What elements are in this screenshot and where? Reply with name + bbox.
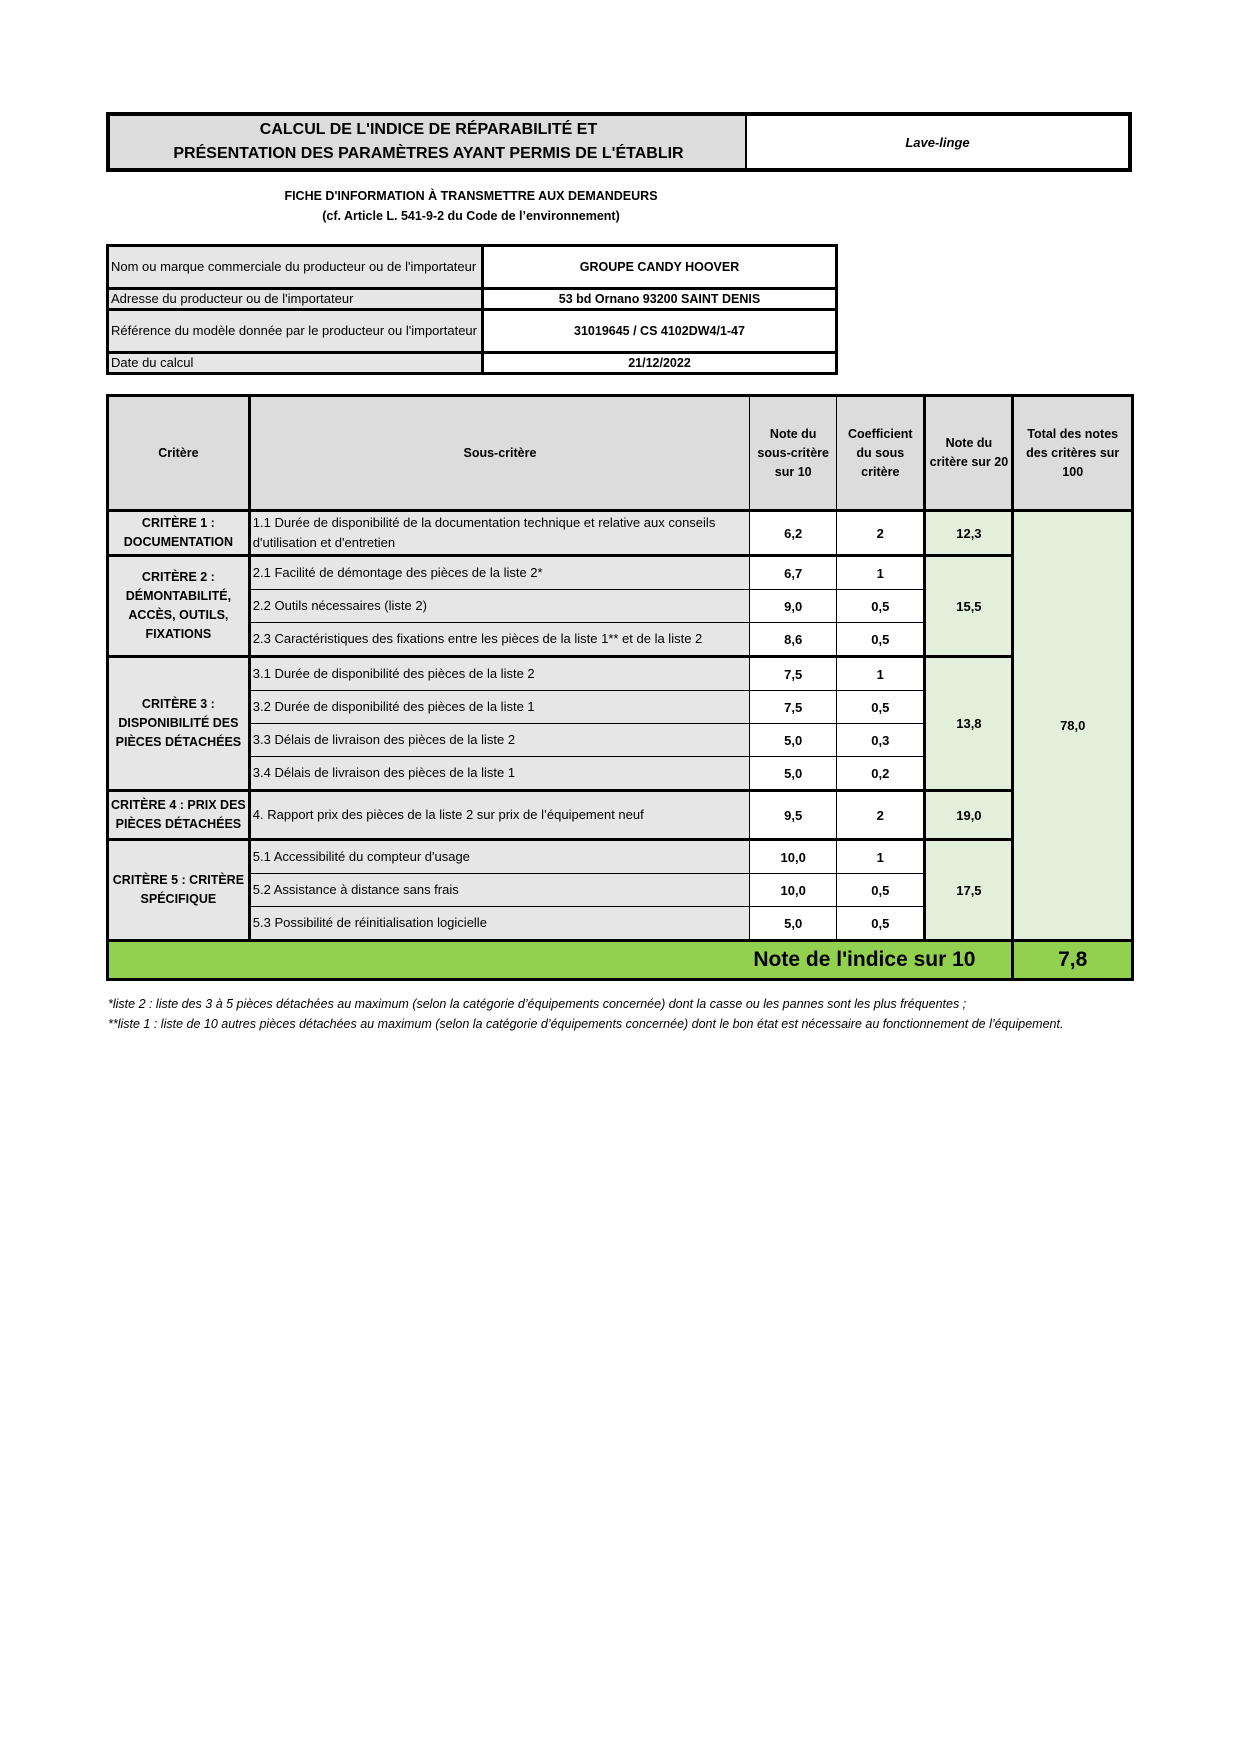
table-row xyxy=(108,791,1133,840)
footnote-liste-2: *liste 2 : liste des 3 à 5 pièces détachées au maximum (selon la catégorie d’équipements concernée) dont la casse ou les pannes sont les plus fréquentes ; xyxy=(108,997,967,1011)
criterion-note: 13,8 xyxy=(925,657,1013,791)
sub-criterion-coef: 2 xyxy=(837,511,925,556)
sub-criterion-note: 5,0 xyxy=(750,757,837,791)
sub-criterion-coef: 0,5 xyxy=(837,590,925,623)
sub-criterion-coef: 0,5 xyxy=(837,907,925,941)
title-line-2: PRÉSENTATION DES PARAMÈTRES AYANT PERMIS DE L'ÉTABLIR xyxy=(173,145,684,162)
final-score-row xyxy=(108,941,1133,980)
document-title xyxy=(106,112,749,172)
criterion-note: 12,3 xyxy=(925,511,1013,556)
sub-criterion-note: 8,6 xyxy=(750,623,837,657)
table-row xyxy=(108,511,1133,556)
sub-criterion-coef: 1 xyxy=(837,840,925,874)
sub-criterion-note: 7,5 xyxy=(750,691,837,724)
sub-criterion-label: 5.1 Accessibilité du compteur d'usage xyxy=(249,840,749,874)
info-value: GROUPE CANDY HOOVER xyxy=(483,246,837,289)
sub-criterion-label: 5.2 Assistance à distance sans frais xyxy=(249,874,749,907)
sub-criterion-note: 5,0 xyxy=(750,724,837,757)
sub-criterion-note: 5,0 xyxy=(750,907,837,941)
sub-criterion-coef: 1 xyxy=(837,556,925,590)
criterion-note: 19,0 xyxy=(925,791,1013,840)
table-row xyxy=(108,657,1133,691)
sub-criterion-note: 6,2 xyxy=(750,511,837,556)
info-row xyxy=(108,246,837,289)
info-value: 53 bd Ornano 93200 SAINT DENIS xyxy=(483,289,837,310)
criterion-name: CRITÈRE 2 : DÉMONTABILITÉ, ACCÈS, OUTILS, FIXATIONS xyxy=(108,556,250,657)
info-row xyxy=(108,353,837,374)
table-header-row xyxy=(108,396,1133,511)
info-row xyxy=(108,310,837,353)
sub-criterion-coef: 0,3 xyxy=(837,724,925,757)
sub-criterion-note: 10,0 xyxy=(750,840,837,874)
sub-criterion-label: 4. Rapport prix des pièces de la liste 2 sur prix de l’équipement neuf xyxy=(249,791,749,840)
criterion-note: 15,5 xyxy=(925,556,1013,657)
criterion-name: CRITÈRE 1 : DOCUMENTATION xyxy=(108,511,250,556)
info-label: Référence du modèle donnée par le producteur ou l'importateur xyxy=(108,310,483,353)
sub-criterion-label: 3.1 Durée de disponibilité des pièces de la liste 2 xyxy=(249,657,749,691)
info-row xyxy=(108,289,837,310)
sub-criterion-note: 9,5 xyxy=(750,791,837,840)
header-total: Total des notes des critères sur 100 xyxy=(1013,396,1133,511)
criterion-name: CRITÈRE 5 : CRITÈRE SPÉCIFIQUE xyxy=(108,840,250,941)
title-line-1: CALCUL DE L'INDICE DE RÉPARABILITÉ ET xyxy=(259,121,598,138)
info-label: Adresse du producteur ou de l'importateur xyxy=(108,289,483,310)
footnotes xyxy=(108,994,1128,1034)
sub-criterion-label: 1.1 Durée de disponibilité de la documentation technique et relative aux conseils d'utilisation et d'entretien xyxy=(249,511,749,556)
sub-criterion-label: 2.2 Outils nécessaires (liste 2) xyxy=(249,590,749,623)
sub-criterion-coef: 2 xyxy=(837,791,925,840)
sub-criterion-note: 10,0 xyxy=(750,874,837,907)
total-score: 78,0 xyxy=(1013,511,1133,941)
criterion-note: 17,5 xyxy=(925,840,1013,941)
info-value: 21/12/2022 xyxy=(483,353,837,374)
criterion-name: CRITÈRE 4 : PRIX DES PIÈCES DÉTACHÉES xyxy=(108,791,250,840)
sub-criterion-coef: 0,2 xyxy=(837,757,925,791)
header-critere: Critère xyxy=(108,396,250,511)
final-score-label: Note de l'indice sur 10 xyxy=(108,941,1013,980)
final-score-value: 7,8 xyxy=(1013,941,1133,980)
sub-criterion-label: 3.4 Délais de livraison des pièces de la liste 1 xyxy=(249,757,749,791)
sub-criterion-note: 9,0 xyxy=(750,590,837,623)
header-note-critere: Note du critère sur 20 xyxy=(925,396,1013,511)
sub-criterion-label: 3.2 Durée de disponibilité des pièces de la liste 1 xyxy=(249,691,749,724)
header-sous-critere: Sous-critère xyxy=(249,396,749,511)
header-note-sous-critere: Note du sous-critère sur 10 xyxy=(750,396,837,511)
sub-criterion-label: 2.3 Caractéristiques des fixations entre les pièces de la liste 1** et de la liste 2 xyxy=(249,623,749,657)
sub-criterion-note: 7,5 xyxy=(750,657,837,691)
header-coefficient: Coefficient du sous critère xyxy=(837,396,925,511)
sub-criterion-coef: 0,5 xyxy=(837,623,925,657)
sub-criterion-label: 2.1 Facilité de démontage des pièces de la liste 2* xyxy=(249,556,749,590)
sub-criterion-note: 6,7 xyxy=(750,556,837,590)
fiche-line-2: (cf. Article L. 541-9-2 du Code de l’environnement) xyxy=(322,209,620,223)
table-row xyxy=(108,840,1133,874)
criterion-name: CRITÈRE 3 : DISPONIBILITÉ DES PIÈCES DÉTACHÉES xyxy=(108,657,250,791)
info-value: 31019645 / CS 4102DW4/1-47 xyxy=(483,310,837,353)
info-label: Nom ou marque commerciale du producteur ou de l'importateur xyxy=(108,246,483,289)
fiche-heading xyxy=(106,186,836,226)
fiche-line-1: FICHE D'INFORMATION À TRANSMETTRE AUX DEMANDEURS xyxy=(284,189,658,203)
repairability-table xyxy=(106,394,1134,981)
sub-criterion-coef: 0,5 xyxy=(837,874,925,907)
product-type: Lave-linge xyxy=(745,112,1132,172)
sub-criterion-label: 3.3 Délais de livraison des pièces de la liste 2 xyxy=(249,724,749,757)
producer-info-table xyxy=(106,244,838,375)
footnote-liste-1: **liste 1 : liste de 10 autres pièces détachées au maximum (selon la catégorie d’équipements concernée) dont le bon état est nécessaire au fonctionnement de l’équipement. xyxy=(108,1017,1064,1031)
info-label: Date du calcul xyxy=(108,353,483,374)
table-row xyxy=(108,556,1133,590)
sub-criterion-label: 5.3 Possibilité de réinitialisation logicielle xyxy=(249,907,749,941)
sub-criterion-coef: 1 xyxy=(837,657,925,691)
sub-criterion-coef: 0,5 xyxy=(837,691,925,724)
